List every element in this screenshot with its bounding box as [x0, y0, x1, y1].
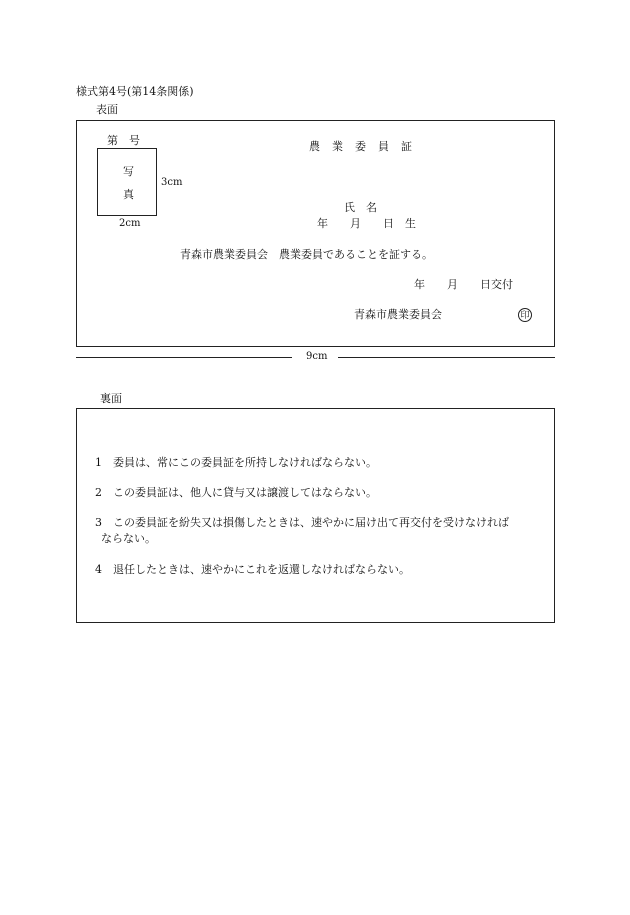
photo-width-label: 2cm: [119, 218, 141, 229]
photo-height-label: 3cm: [161, 177, 183, 188]
rule-item: 2 この委員証は、他人に貸与又は譲渡してはならない。: [95, 486, 377, 499]
back-label: 裏面: [100, 392, 122, 405]
dimension-line-right: [338, 357, 555, 358]
seal-icon: 印: [518, 308, 532, 322]
front-card: [76, 120, 555, 347]
width-dimension-label: 9cm: [306, 351, 328, 362]
photo-label-line1: 写: [123, 165, 134, 178]
photo-label-line2: 真: [123, 188, 134, 201]
card-title: 農業委員証: [309, 140, 424, 153]
front-label: 表面: [96, 103, 118, 116]
back-card: [76, 408, 555, 623]
issue-date-label: 年 月 日交付: [414, 278, 513, 291]
rule-item-continuation: ならない。: [101, 532, 156, 545]
number-label: 第 号: [107, 134, 140, 147]
issuer-name: 青森市農業委員会: [354, 308, 442, 321]
rule-item: 1 委員は、常にこの委員証を所持しなければならない。: [95, 456, 377, 469]
rule-item: 3 この委員証を紛失又は損傷したときは、速やかに届け出て再交付を受けなければ: [95, 516, 509, 529]
form-number: 様式第4号(第14条関係): [76, 85, 194, 98]
photo-box: [97, 148, 157, 216]
dimension-line-left: [76, 357, 292, 358]
rule-item: 4 退任したときは、速やかにこれを返還しなければならない。: [95, 563, 410, 576]
certify-text: 青森市農業委員会 農業委員であることを証する。: [180, 248, 433, 261]
birth-date-label: 年 月 日 生: [317, 217, 416, 230]
name-label: 氏 名: [344, 201, 377, 214]
